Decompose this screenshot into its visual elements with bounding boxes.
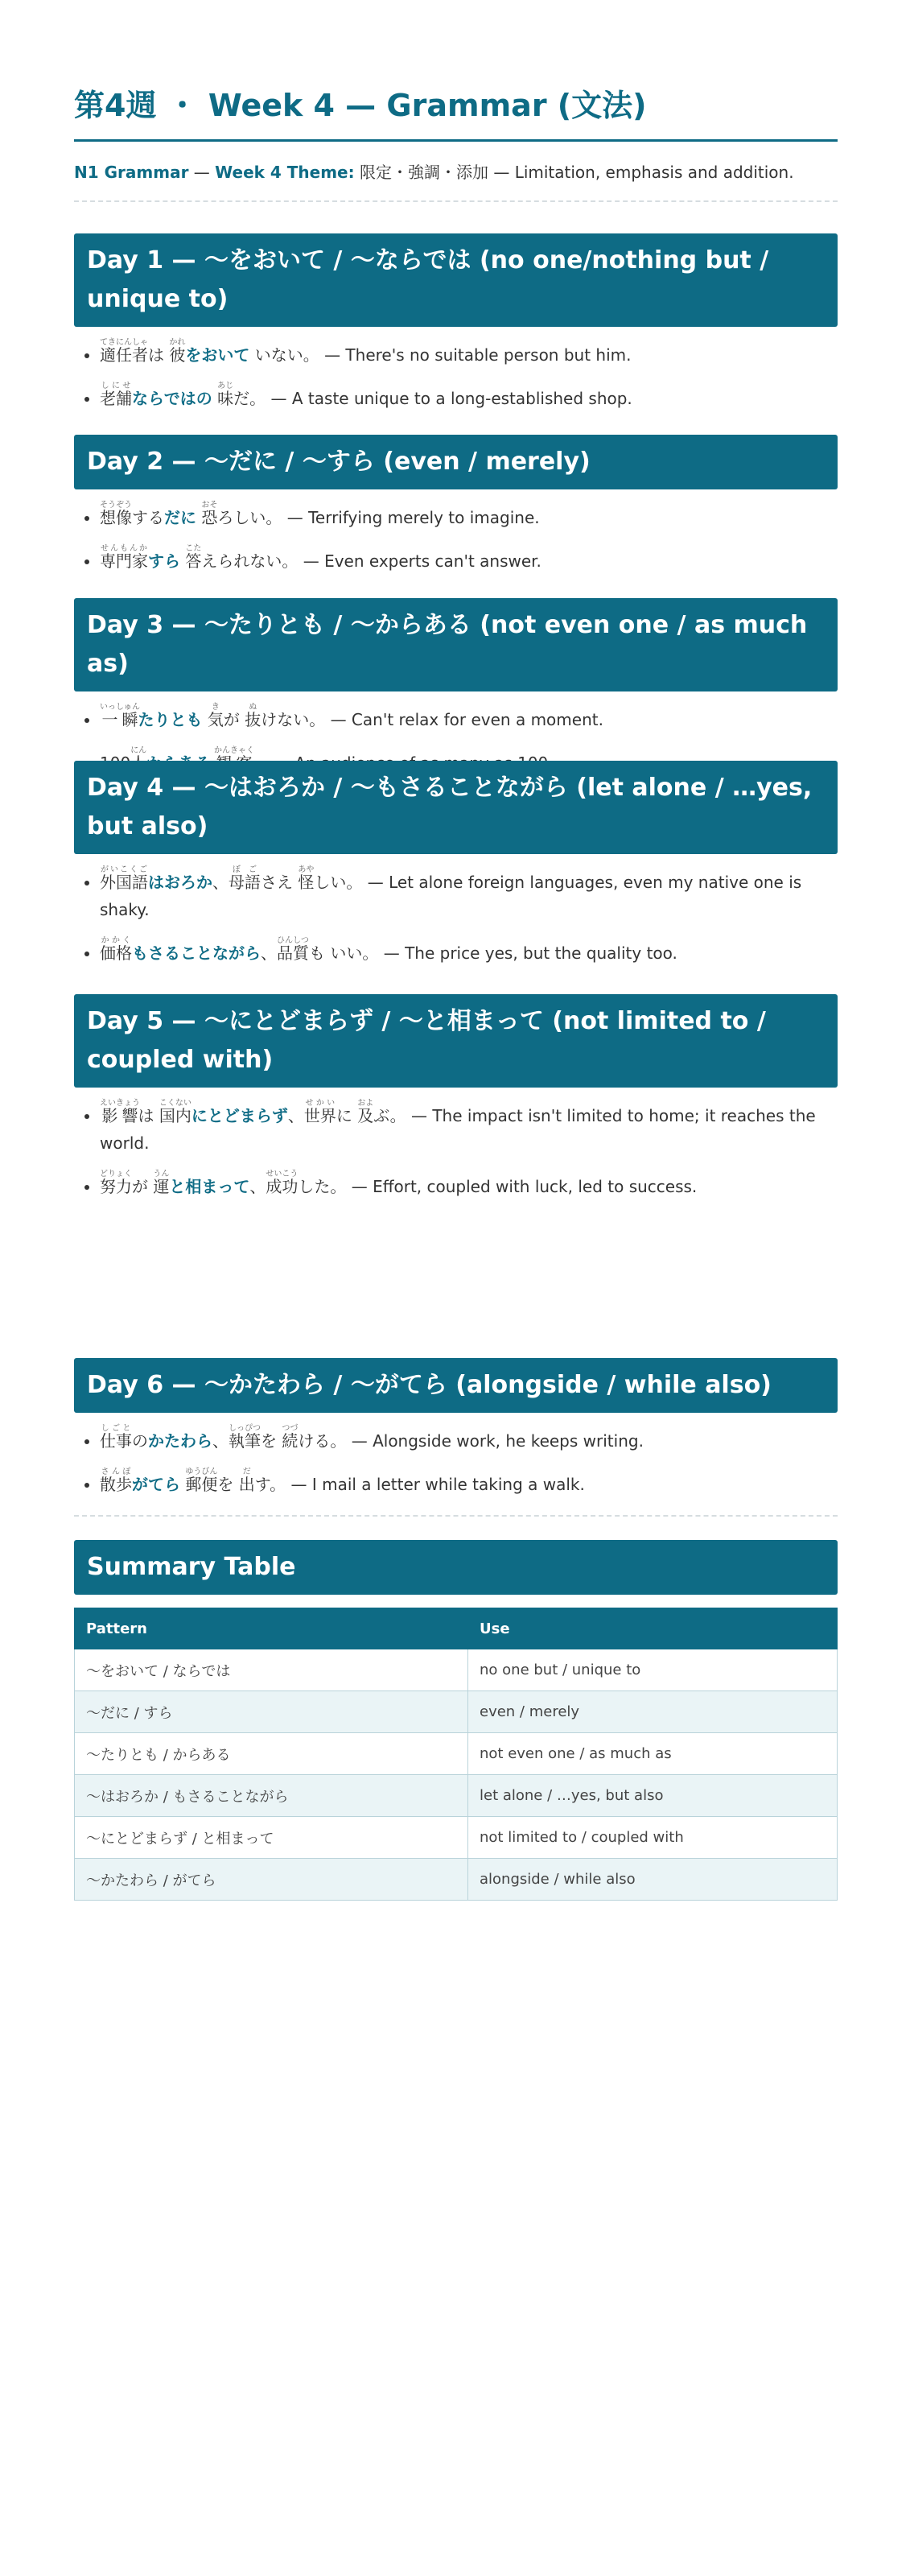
furigana-reading: あや (298, 865, 315, 874)
furigana-reading: おそ (201, 501, 218, 510)
summary-header: Summary Table (74, 1540, 838, 1595)
use-cell: no one but / unique to (468, 1649, 838, 1691)
day-1-section (74, 233, 838, 425)
sentence-text: ろしい。 (217, 508, 282, 527)
kanji-text: 気 (207, 710, 224, 729)
furigana-word (207, 703, 224, 729)
section-divider (74, 1515, 838, 1517)
use-cell: alongside / while also (468, 1859, 838, 1901)
kanji-text: 散歩 (100, 1475, 132, 1494)
grammar-pattern: たりとも (138, 710, 203, 729)
furigana-reading: てきにんしゃ (100, 338, 148, 347)
use-cell: not even one / as much as (468, 1733, 838, 1775)
day-2-examples (74, 501, 838, 575)
kanji-text: 努力 (100, 1177, 132, 1196)
furigana-word (217, 382, 234, 408)
kanji-text: 執筆 (229, 1431, 261, 1451)
sentence-text: の (132, 1431, 148, 1451)
subtitle-dash: — (188, 163, 216, 182)
pattern-cell: 〜かたわら / がてら (75, 1859, 468, 1901)
grammar-pattern: だに (164, 508, 196, 527)
furigana-word (357, 1099, 374, 1125)
example-sentence (100, 544, 838, 575)
kanji-text: 恐 (201, 508, 218, 527)
day-1-examples (74, 338, 838, 412)
furigana-word (100, 501, 132, 527)
furigana-word (100, 1468, 132, 1494)
english-translation: — Effort, coupled with luck, led to success. (346, 1177, 698, 1196)
furigana-reading: ゆうびん (185, 1468, 218, 1476)
grammar-pattern: と相まって (169, 1177, 250, 1196)
theme-text: 限定・強調・添加 — Limitation, emphasis and addition. (354, 163, 794, 182)
furigana-word (245, 703, 261, 729)
japanese-sentence (100, 338, 319, 365)
summary-table (74, 1608, 838, 1901)
furigana-word (201, 501, 218, 527)
example-sentence (100, 382, 838, 412)
furigana-reading: かかく (100, 936, 132, 945)
kanji-text: 続 (282, 1431, 299, 1451)
furigana-reading: およ (357, 1099, 374, 1108)
kanji-text: 味 (217, 389, 234, 408)
grammar-pattern: にとどまらず (191, 1106, 288, 1125)
day-6-examples (74, 1424, 838, 1498)
furigana-reading: ぼご (229, 865, 261, 874)
table-row (75, 1691, 838, 1733)
furigana-reading: そうぞう (100, 501, 132, 510)
english-translation: — The price yes, but the quality too. (378, 943, 677, 963)
kanji-text: 運 (153, 1177, 170, 1196)
kanji-text: 怪 (298, 873, 315, 892)
summary-section (74, 1540, 838, 1901)
day-4-section (74, 761, 838, 980)
use-cell: not limited to / coupled with (468, 1817, 838, 1859)
furigana-word (100, 936, 132, 963)
furigana-word (298, 865, 315, 892)
column-header-pattern: Pattern (75, 1608, 468, 1649)
furigana-word (282, 1424, 299, 1451)
grammar-pattern: がてら (132, 1475, 180, 1494)
sentence-text: ける。 (298, 1431, 347, 1451)
day-4-header: Day 4 — 〜はおろか / 〜もさることながら (let alone / …yes, but also) (74, 761, 838, 854)
furigana-reading: しっぴつ (229, 1424, 261, 1433)
furigana-reading: せいこう (266, 1170, 299, 1179)
furigana-reading: だ (238, 1468, 255, 1476)
kanji-text: 価格 (100, 943, 132, 963)
header-section (74, 80, 838, 202)
day-5-examples (74, 1099, 838, 1200)
furigana-word (100, 865, 148, 892)
kanji-text: 出 (238, 1475, 255, 1494)
english-translation: — Alongside work, he keeps writing. (346, 1431, 644, 1451)
sentence-text: する (132, 508, 164, 527)
japanese-sentence (100, 544, 299, 571)
sentence-text: ぶ。 (373, 1106, 406, 1125)
furigana-word (266, 1170, 299, 1196)
sentence-text: が (223, 710, 245, 729)
furigana-word (100, 1424, 132, 1451)
theme-label: Week 4 Theme: (215, 163, 355, 182)
pattern-cell: 〜たりとも / からある (75, 1733, 468, 1775)
kanji-text: 外国語 (100, 873, 148, 892)
grammar-pattern: ならではの (132, 389, 212, 408)
furigana-reading: いっしゅん (100, 703, 140, 712)
kanji-text: 国内 (159, 1106, 191, 1125)
furigana-reading: き (207, 703, 224, 712)
english-translation: — Can't relax for even a moment. (325, 710, 603, 729)
furigana-reading: あじ (217, 382, 234, 390)
furigana-word (100, 544, 148, 571)
grammar-pattern: もさることながら (132, 943, 261, 963)
furigana-reading: しにせ (100, 382, 132, 390)
example-sentence (100, 1099, 838, 1157)
furigana-word (153, 1170, 170, 1196)
use-cell: even / merely (468, 1691, 838, 1733)
japanese-sentence (100, 1170, 347, 1196)
furigana-reading: こた (185, 544, 202, 553)
sentence-text: を (261, 1431, 282, 1451)
sentence-text: けない。 (261, 710, 326, 729)
grammar-pattern: はおろか (148, 873, 212, 892)
english-translation: — I mail a letter while taking a walk. (286, 1475, 585, 1494)
sentence-text: も いい。 (309, 943, 379, 963)
table-row (75, 1859, 838, 1901)
kanji-text: 世界 (303, 1106, 336, 1125)
sentence-text: 、 (287, 1106, 304, 1125)
example-sentence (100, 1170, 838, 1200)
english-translation: — Terrifying merely to imagine. (282, 508, 540, 527)
furigana-word (303, 1099, 336, 1125)
english-translation: — Even experts can't answer. (298, 551, 541, 571)
furigana-reading: えいきょう (100, 1099, 140, 1108)
furigana-reading: かんきゃく (214, 746, 255, 755)
sentence-text: に (336, 1106, 358, 1125)
furigana-reading: ぬ (245, 703, 261, 712)
furigana-reading: さんぽ (100, 1468, 132, 1476)
furigana-reading: • にん (130, 746, 147, 755)
table-row (75, 1649, 838, 1691)
sentence-text: しい。 (314, 873, 363, 892)
english-translation: — A taste unique to a long-established shop. (266, 389, 632, 408)
japanese-sentence (100, 1099, 406, 1125)
furigana-word (100, 703, 140, 729)
furigana-word (185, 1468, 218, 1494)
pattern-cell: 〜にとどまらず / と相まって (75, 1817, 468, 1859)
kanji-text: 彼 (169, 345, 186, 365)
japanese-sentence (100, 1468, 286, 1494)
furigana-reading: しごと (100, 1424, 132, 1433)
furigana-word (277, 936, 309, 963)
example-sentence (100, 1424, 838, 1455)
kanji-text: 郵便 (185, 1475, 218, 1494)
japanese-sentence (100, 501, 282, 527)
kanji-text: 品質 (277, 943, 309, 963)
japanese-sentence (100, 382, 266, 408)
furigana-word (229, 1424, 261, 1451)
grammar-pattern: をおいて (185, 345, 250, 365)
grammar-pattern: すら (148, 551, 180, 571)
kanji-text: 母語 (229, 873, 261, 892)
day-2-section (74, 435, 838, 588)
furigana-reading: つづ (282, 1424, 299, 1433)
day-4-examples (74, 865, 838, 967)
sentence-text: さえ (261, 873, 299, 892)
sentence-text: した。 (298, 1177, 347, 1196)
furigana-word (159, 1099, 191, 1125)
kanji-text: 専門家 (100, 551, 148, 571)
grammar-pattern: かたわら (148, 1431, 212, 1451)
example-sentence (100, 865, 838, 923)
day-3-header: Day 3 — 〜たりとも / 〜からある (not even one / as much as) (74, 598, 838, 691)
table-row (75, 1817, 838, 1859)
furigana-reading: かれ (169, 338, 186, 347)
example-sentence (100, 703, 838, 733)
table-row (75, 1775, 838, 1817)
pattern-cell: 〜をおいて / ならでは (75, 1649, 468, 1691)
furigana-reading: ひんしつ (277, 936, 309, 945)
furigana-word (100, 382, 132, 408)
kanji-text: 及 (357, 1106, 374, 1125)
japanese-sentence (100, 865, 363, 892)
day-6-section (74, 1358, 838, 1511)
sentence-text: は (148, 345, 170, 365)
furigana-word (169, 338, 186, 365)
kanji-text: 老舗 (100, 389, 132, 408)
english-translation: — The impact isn't limited to home; it reaches the world. (100, 1106, 816, 1153)
sentence-text: 、 (249, 1177, 266, 1196)
furigana-word (100, 338, 148, 365)
day-2-header: Day 2 — 〜だに / 〜すら (even / merely) (74, 435, 838, 489)
kanji-text: 影響 (100, 1106, 140, 1125)
sentence-text: いない。 (249, 345, 319, 365)
example-sentence (100, 501, 838, 531)
furigana-word (229, 865, 261, 892)
day-5-section (74, 994, 838, 1213)
furigana-reading: せかい (303, 1099, 336, 1108)
day-1-header: Day 1 — 〜をおいて / 〜ならでは (no one/nothing but / unique to) (74, 233, 838, 327)
column-header-use: Use (468, 1608, 838, 1649)
japanese-sentence (100, 936, 379, 963)
english-translation: — There's no suitable person but him. (319, 345, 632, 365)
sentence-text: を (217, 1475, 239, 1494)
furigana-reading: こくない (159, 1099, 191, 1108)
furigana-reading: がいこくご (100, 865, 148, 874)
use-cell: let alone / …yes, but also (468, 1775, 838, 1817)
level-label: N1 Grammar (74, 163, 189, 182)
page-title: 第4週 ・ Week 4 — Grammar (文法) (74, 80, 838, 142)
japanese-sentence (100, 703, 326, 729)
sentence-text: が (132, 1177, 154, 1196)
example-sentence (100, 936, 838, 967)
english-translation: — Let alone foreign languages, even my native one is shaky. (100, 873, 802, 919)
kanji-text: 答 (185, 551, 202, 571)
furigana-word (100, 1170, 132, 1196)
example-sentence (100, 338, 838, 369)
table-row (75, 1733, 838, 1775)
sentence-text: 、 (212, 873, 229, 892)
sentence-text: えられない。 (201, 551, 299, 571)
sentence-text: す。 (254, 1475, 286, 1494)
pattern-cell: 〜だに / すら (75, 1691, 468, 1733)
day-6-header: Day 6 — 〜かたわら / 〜がてら (alongside / while also) (74, 1358, 838, 1413)
kanji-text: 適任者 (100, 345, 148, 365)
furigana-word (185, 544, 202, 571)
sentence-text: 、 (261, 943, 277, 963)
kanji-text: 想像 (100, 508, 132, 527)
kanji-text: 仕事 (100, 1431, 132, 1451)
sentence-text: 、 (212, 1431, 229, 1451)
page-subtitle (74, 159, 838, 202)
kanji-text: 抜 (245, 710, 261, 729)
sentence-text: は (138, 1106, 159, 1125)
day-5-header: Day 5 — 〜にとどまらず / 〜と相まって (not limited to / coupled with) (74, 994, 838, 1088)
example-sentence (100, 1468, 838, 1498)
furigana-reading: どりょく (100, 1170, 132, 1179)
kanji-text: 成功 (266, 1177, 299, 1196)
kanji-text: 一瞬 (100, 710, 140, 729)
furigana-reading: せんもんか (100, 544, 148, 553)
furigana-word (238, 1468, 255, 1494)
pattern-cell: 〜はおろか / もさることながら (75, 1775, 468, 1817)
sentence-text: だ。 (233, 389, 266, 408)
summary-table-head (75, 1608, 838, 1649)
furigana-word (100, 1099, 140, 1125)
furigana-reading: うん (153, 1170, 170, 1179)
japanese-sentence (100, 1424, 347, 1451)
